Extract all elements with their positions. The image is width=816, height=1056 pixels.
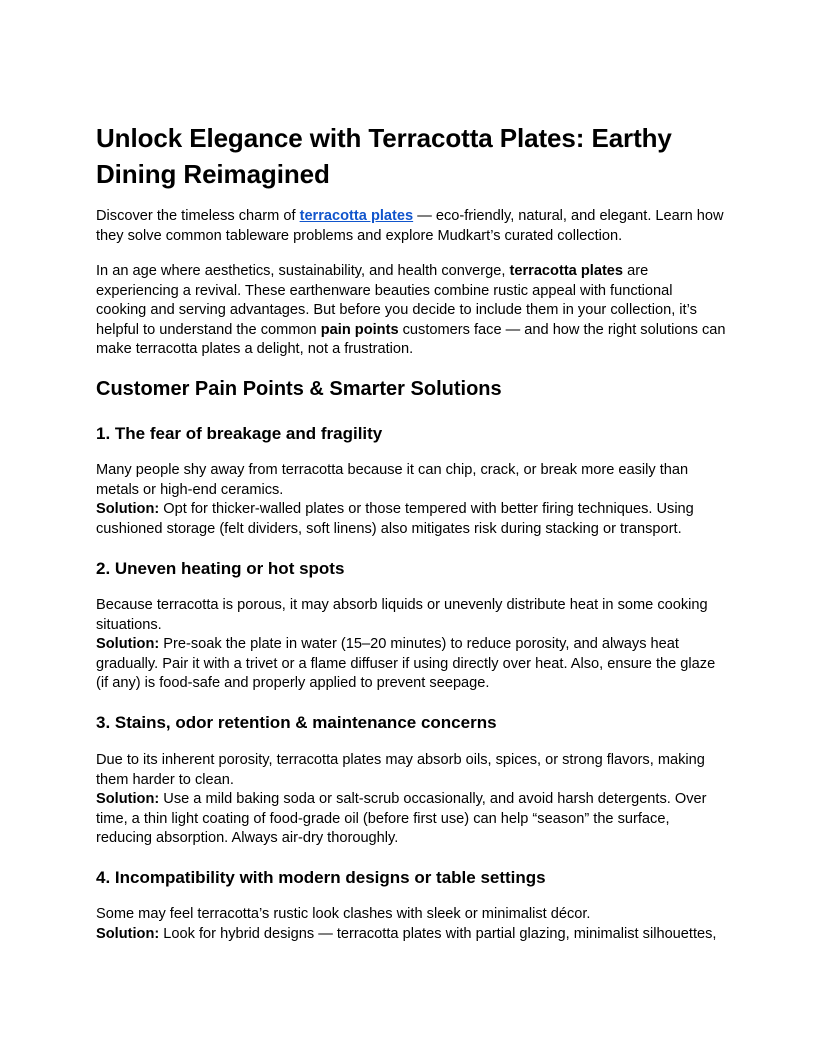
context-text-2: are experiencing a revival. These earthenware beauties combine rustic appeal with functional cooking and serving advantages. But before you decide to include them in your collection, it’s helpful to understand the common — [96, 263, 697, 338]
solution-label: Solution: — [96, 925, 160, 942]
point-heading-4: 4. Incompatibility with modern designs or table settings — [96, 868, 546, 887]
intro-text-before: Discover the timeless charm of — [96, 208, 300, 224]
context-text-1: In an age where aesthetics, sustainability, and health converge, — [96, 263, 510, 279]
point-body-4 — [96, 905, 726, 944]
context-paragraph — [96, 262, 726, 360]
section-heading: Customer Pain Points & Smarter Solutions — [96, 378, 502, 400]
intro-text-after: — eco-friendly, natural, and elegant. Learn how they solve common tableware problems and explore Mudkart’s curated collection. — [96, 208, 724, 244]
problem-text: Some may feel terracotta’s rustic look clashes with sleek or minimalist décor. — [96, 906, 591, 922]
page-title: Unlock Elegance with Terracotta Plates: Earthy Dining Reimagined — [96, 123, 672, 189]
solution-label: Solution: — [96, 501, 160, 518]
problem-text: Due to its inherent porosity, terracotta plates may absorb oils, spices, or strong flavors, making them harder to clean. — [96, 752, 705, 788]
point-heading-3: 3. Stains, odor retention & maintenance concerns — [96, 713, 497, 732]
terracotta-plates-link[interactable]: terracotta plates — [299, 208, 414, 224]
context-text-3: customers face — and how the right solutions can make terracotta plates a delight, not a frustration. — [96, 321, 726, 358]
solution-text: Use a mild baking soda or salt-scrub occasionally, and avoid harsh detergents. Over time, a thin light coating of food-grade oil (before first use) can help “season” the surface, reducing absorption. Always air-dry thoroughly. — [96, 791, 707, 847]
solution-label: Solution: — [96, 636, 160, 653]
solution-text: Pre-soak the plate in water (15–20 minutes) to reduce porosity, and always heat gradually. Pair it with a trivet or a flame diffuser if using directly over heat. Also, ensure the glaze (if any) is food-safe and properly applied to prevent seepage. — [96, 636, 716, 692]
point-heading-2: 2. Uneven heating or hot spots — [96, 559, 345, 578]
context-bold-1: terracotta plates — [509, 263, 624, 279]
point-body-2 — [96, 596, 726, 694]
intro-paragraph — [96, 207, 726, 246]
point-body-1 — [96, 461, 726, 539]
solution-text: Look for hybrid designs — terracotta plates with partial glazing, minimalist silhouettes, — [159, 925, 717, 942]
solution-text: Opt for thicker-walled plates or those tempered with better firing techniques. Using cushioned storage (felt dividers, soft linens) also mitigates risk during stacking or transport. — [96, 501, 694, 537]
problem-text: Many people shy away from terracotta because it can chip, crack, or break more easily than metals or high-end ceramics. — [96, 462, 689, 498]
solution-label: Solution: — [96, 791, 160, 808]
problem-text: Because terracotta is porous, it may absorb liquids or unevenly distribute heat in some cooking situations. — [96, 597, 708, 633]
point-heading-1: 1. The fear of breakage and fragility — [96, 424, 383, 443]
point-body-3 — [96, 751, 726, 849]
context-bold-2: pain points — [320, 321, 399, 338]
